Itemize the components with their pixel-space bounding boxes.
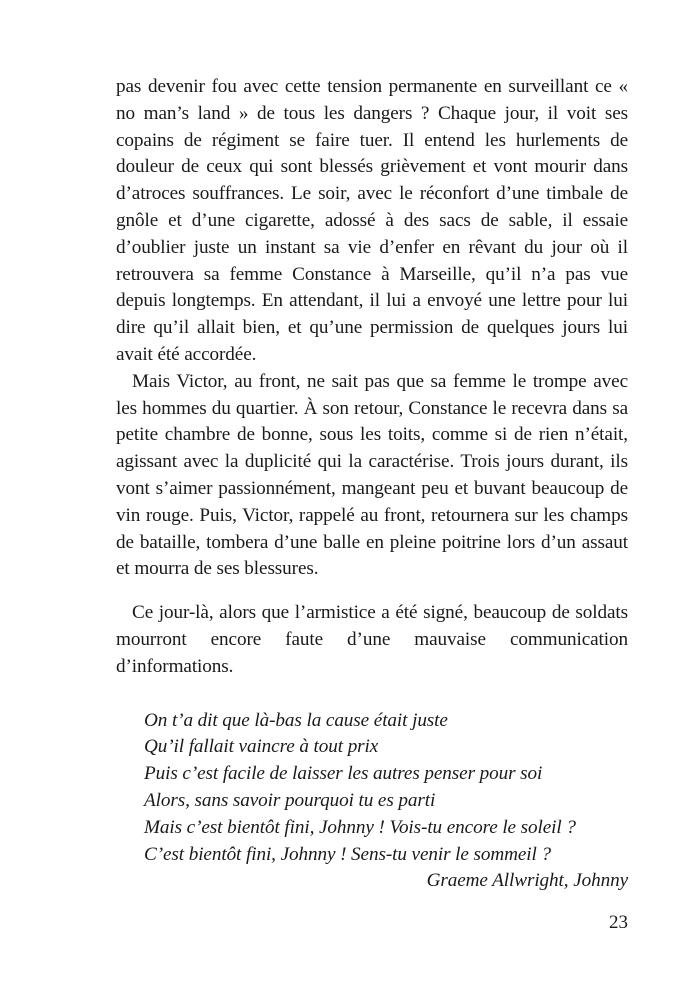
- page-number: 23: [609, 912, 628, 933]
- page-content: [116, 74, 628, 895]
- attribution-work: Johnny: [573, 870, 628, 892]
- body-paragraph-1: pas devenir fou avec cette tension permanente en surveillant ce « no man’s land » de tous les dangers ? Chaque jour, il voit ses copains de régiment se faire tuer. Il entend les hurlements de douleur de ceux qui sont blessés grièvement et vont mourir dans d’atroces souffrances. Le soir, avec le réconfort d’une timbale de gnôle et d’une cigarette, adossé à des sacs de sable, il essaie d’oublier juste un instant sa vie d’enfer en rêvant du jour où il retrouvera sa femme Constance à Marseille, qu’il n’a pas vue depuis longtemps. En attendant, il lui a envoyé une lettre pour lui dire qu’il allait bien, et qu’une permission de quelques jours lui avait été accordée.: [116, 76, 628, 365]
- poem-line-6: C’est bientôt fini, Johnny ! Sens-tu venir le sommeil ?: [144, 843, 551, 865]
- poem-line-4: Alors, sans savoir pourquoi tu es parti: [144, 789, 436, 811]
- attribution-author: Graeme Allwright,: [426, 870, 569, 892]
- poem-line-1: On t’a dit que là-bas la cause était juste: [144, 709, 448, 731]
- poem-line-5: Mais c’est bientôt fini, Johnny ! Vois-tu encore le soleil ?: [144, 816, 576, 838]
- poem-line-2: Qu’il fallait vaincre à tout prix: [144, 736, 379, 758]
- poem-line-3: Puis c’est facile de laisser les autres penser pour soi: [144, 763, 543, 785]
- body-paragraph-3: Ce jour-là, alors que l’armistice a été signé, beaucoup de soldats mourront encore faute d’une mauvaise communication d’informations.: [116, 602, 628, 677]
- poem-attribution: [144, 868, 628, 895]
- body-paragraph-2: Mais Victor, au front, ne sait pas que sa femme le trompe avec les hommes du quartier. À son retour, Constance le recevra dans sa petite chambre de bonne, sous les toits, comme si de rien n’était, agissant avec la duplicité qui la caractérise. Trois jours durant, ils vont s’aimer passionnément, mangeant peu et buvant beaucoup de vin rouge. Puis, Victor, rappelé au front, retournera sur les champs de bataille, tombera d’une balle en pleine poitrine lors d’un assaut et mourra de ses blessures.: [116, 370, 628, 580]
- epigraph-poem: [116, 708, 628, 896]
